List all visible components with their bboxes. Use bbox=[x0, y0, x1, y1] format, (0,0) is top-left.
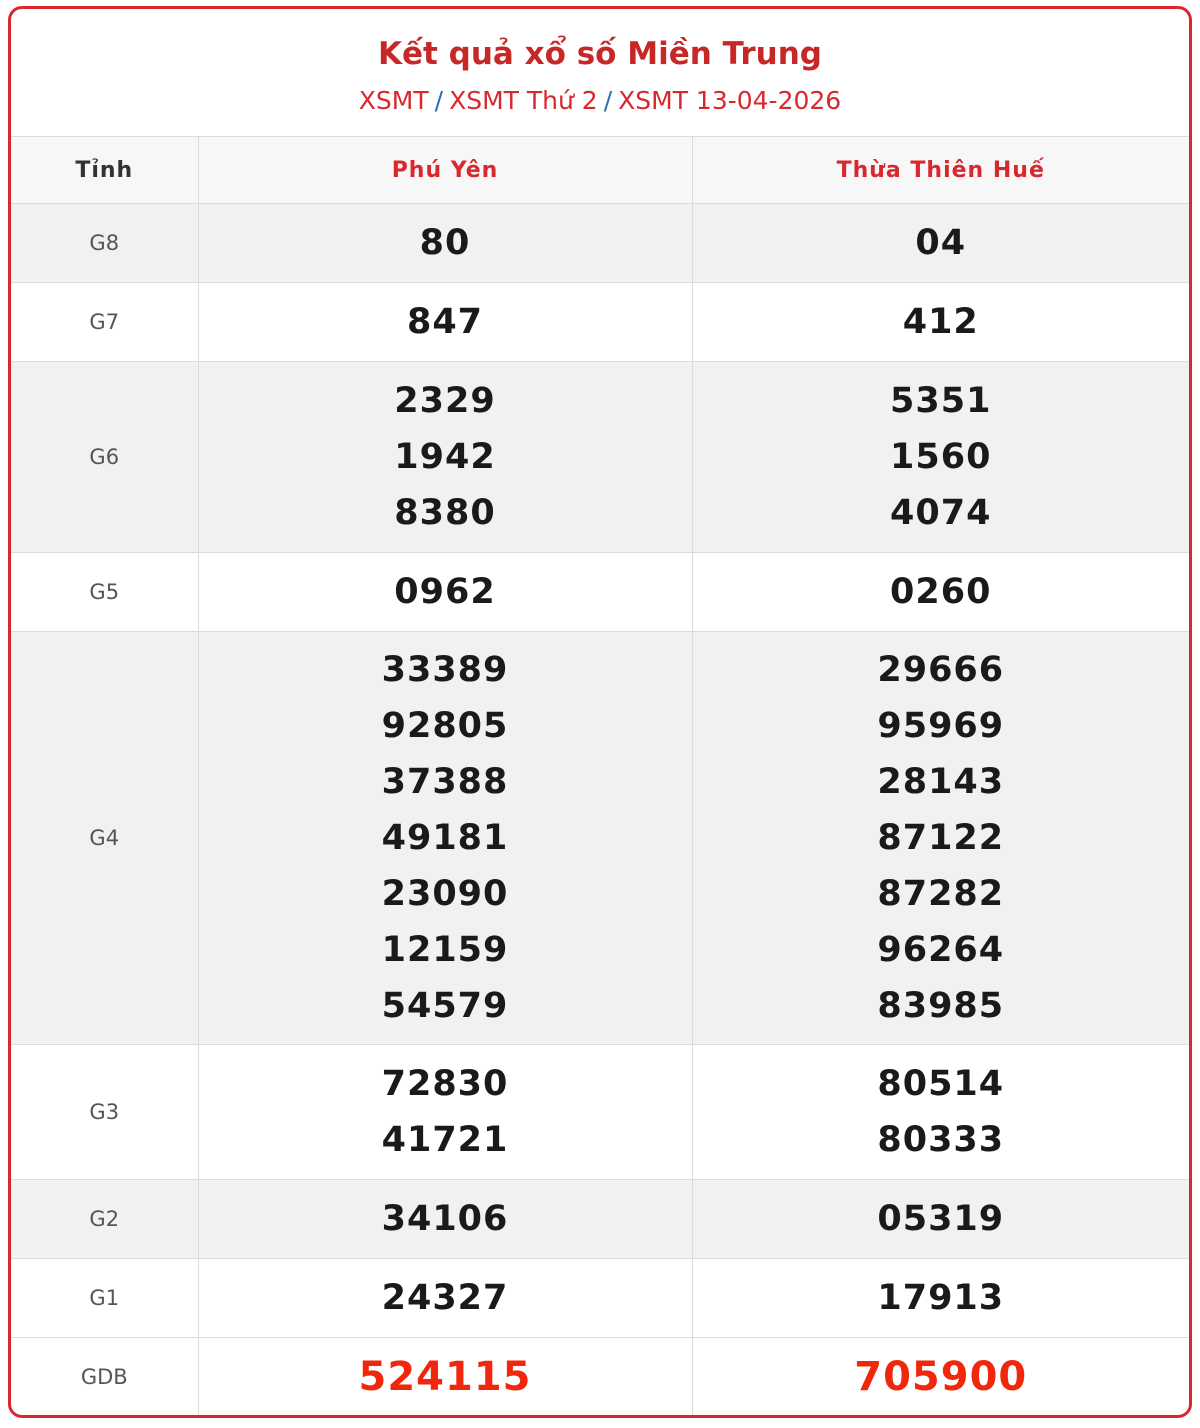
prize-cell bbox=[692, 204, 1189, 283]
prize-row-g3 bbox=[11, 1045, 1189, 1180]
prize-number: 80333 bbox=[877, 1120, 1005, 1160]
prize-number: 4074 bbox=[890, 493, 992, 533]
prize-cell bbox=[692, 553, 1189, 632]
prize-row-gdb bbox=[11, 1338, 1189, 1417]
prize-row-g5 bbox=[11, 553, 1189, 632]
results-table bbox=[11, 137, 1189, 1416]
prize-cell bbox=[692, 283, 1189, 362]
prize-number: 23090 bbox=[381, 874, 509, 914]
prize-number: 04 bbox=[915, 223, 967, 263]
prize-number: 24327 bbox=[381, 1278, 509, 1318]
prize-number: 80514 bbox=[877, 1064, 1005, 1104]
prize-row-g6 bbox=[11, 362, 1189, 553]
prize-cell bbox=[692, 632, 1189, 1045]
prize-number: 95969 bbox=[877, 706, 1005, 746]
prize-row-g1 bbox=[11, 1259, 1189, 1338]
jackpot-number: 705900 bbox=[854, 1354, 1028, 1400]
prize-number: 80 bbox=[419, 223, 471, 263]
page-title: Kết quả xổ số Miền Trung bbox=[378, 36, 822, 72]
breadcrumb-link-xsmt[interactable]: XSMT bbox=[358, 86, 429, 115]
breadcrumb-separator: / bbox=[434, 86, 444, 115]
prize-cell bbox=[198, 553, 692, 632]
breadcrumb-link-xsmt-date[interactable]: XSMT 13-04-2026 bbox=[618, 86, 842, 115]
prize-cell bbox=[692, 1338, 1189, 1417]
prize-cell bbox=[692, 362, 1189, 553]
prize-number: 72830 bbox=[381, 1064, 509, 1104]
prize-cell bbox=[198, 1180, 692, 1259]
prize-number: 33389 bbox=[381, 650, 509, 690]
breadcrumb-link-xsmt-thu-2[interactable]: XSMT Thứ 2 bbox=[449, 86, 598, 115]
prize-number: 2329 bbox=[394, 381, 496, 421]
province-name[interactable]: Thừa Thiên Huế bbox=[692, 137, 1189, 204]
prize-label: G3 bbox=[11, 1045, 198, 1180]
prize-number: 87122 bbox=[877, 818, 1005, 858]
prize-number: 96264 bbox=[877, 930, 1005, 970]
prize-number: 5351 bbox=[890, 381, 992, 421]
prize-number: 83985 bbox=[877, 986, 1005, 1026]
prize-number: 87282 bbox=[877, 874, 1005, 914]
prize-number: 8380 bbox=[394, 493, 496, 533]
prize-number: 37388 bbox=[381, 762, 509, 802]
prize-cell bbox=[198, 1338, 692, 1417]
prize-label: G5 bbox=[11, 553, 198, 632]
province-name[interactable]: Phú Yên bbox=[198, 137, 692, 204]
prize-number: 847 bbox=[406, 302, 484, 342]
prize-row-g7 bbox=[11, 283, 1189, 362]
prize-label: GDB bbox=[11, 1338, 198, 1417]
prize-number: 28143 bbox=[877, 762, 1005, 802]
prize-number: 41721 bbox=[381, 1120, 509, 1160]
table-header-row bbox=[11, 137, 1189, 204]
prize-number: 92805 bbox=[381, 706, 509, 746]
results-card bbox=[8, 6, 1192, 1418]
prize-cell bbox=[692, 1180, 1189, 1259]
prize-label: G7 bbox=[11, 283, 198, 362]
prize-number: 29666 bbox=[877, 650, 1005, 690]
prize-number: 1560 bbox=[890, 437, 992, 477]
jackpot-number: 524115 bbox=[358, 1354, 532, 1400]
prize-number: 17913 bbox=[877, 1278, 1005, 1318]
prize-cell bbox=[198, 632, 692, 1045]
prize-number: 49181 bbox=[381, 818, 509, 858]
prize-cell bbox=[198, 283, 692, 362]
prize-cell bbox=[198, 204, 692, 283]
prize-row-g8 bbox=[11, 204, 1189, 283]
prize-cell bbox=[198, 1259, 692, 1338]
breadcrumb-separator: / bbox=[603, 86, 613, 115]
prize-number: 0962 bbox=[394, 572, 496, 612]
prize-number: 34106 bbox=[381, 1199, 509, 1239]
prize-cell bbox=[692, 1045, 1189, 1180]
prize-label: G2 bbox=[11, 1180, 198, 1259]
prize-row-g4 bbox=[11, 632, 1189, 1045]
prize-number: 0260 bbox=[890, 572, 992, 612]
prize-number: 54579 bbox=[381, 986, 509, 1026]
breadcrumb bbox=[11, 86, 1189, 116]
prize-cell bbox=[198, 1045, 692, 1180]
prize-number: 412 bbox=[902, 302, 979, 342]
prize-label: G4 bbox=[11, 632, 198, 1045]
prize-number: 12159 bbox=[381, 930, 509, 970]
prize-label: G1 bbox=[11, 1259, 198, 1338]
prize-label: G6 bbox=[11, 362, 198, 553]
prize-label: G8 bbox=[11, 204, 198, 283]
prize-number: 1942 bbox=[394, 437, 496, 477]
prize-cell bbox=[692, 1259, 1189, 1338]
prize-row-g2 bbox=[11, 1180, 1189, 1259]
prize-cell bbox=[198, 362, 692, 553]
prize-number: 05319 bbox=[877, 1199, 1005, 1239]
results-header bbox=[11, 9, 1189, 137]
province-column-header: Tỉnh bbox=[11, 137, 198, 204]
